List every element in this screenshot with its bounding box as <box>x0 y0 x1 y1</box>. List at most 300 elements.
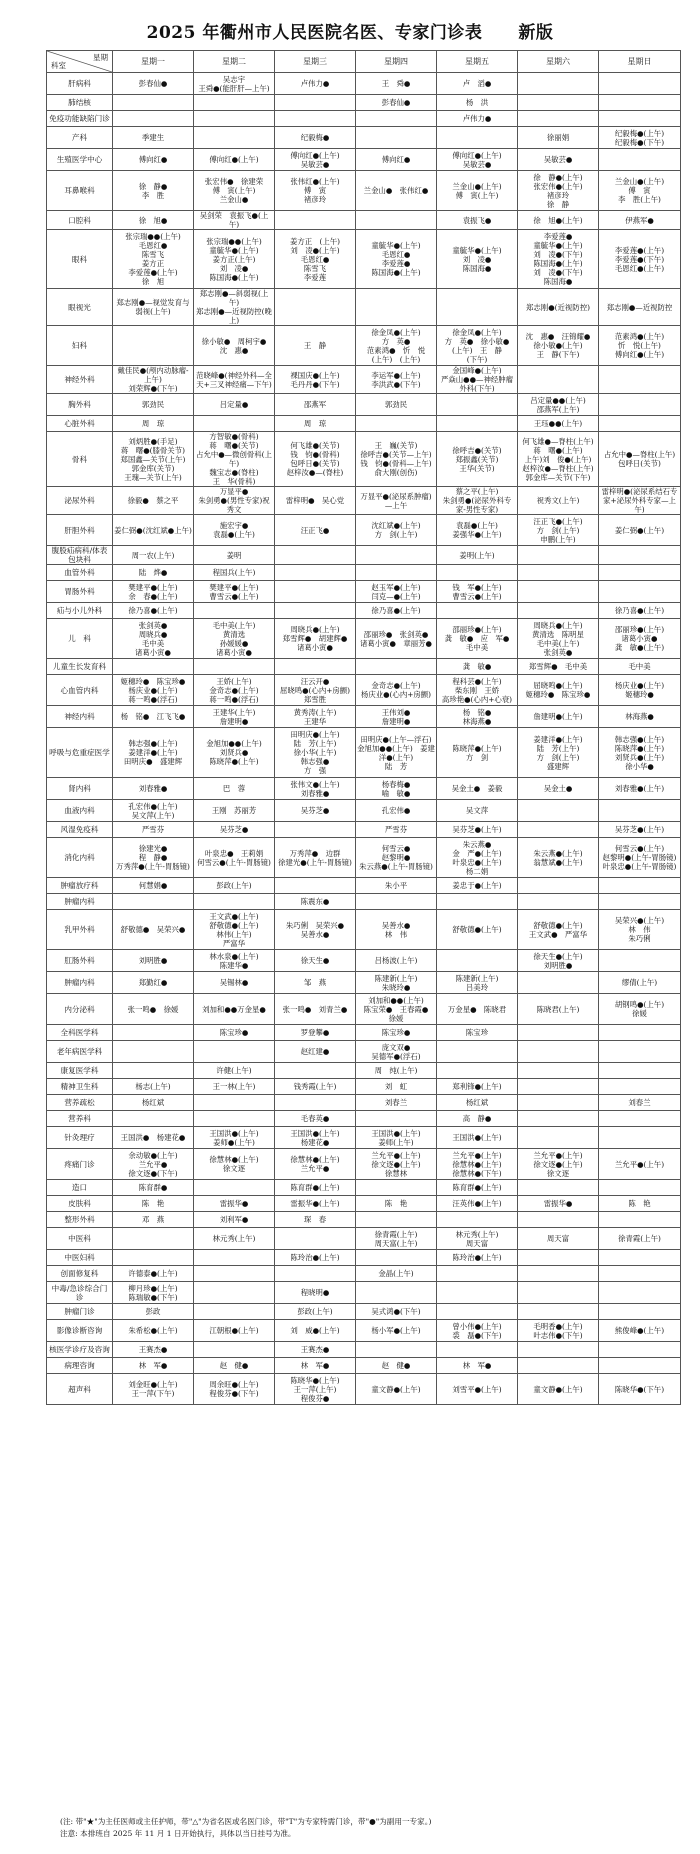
schedule-cell-tue: 金旭加●●(上午) 刘贤兵● 陈晓萍●(上午) <box>194 728 275 778</box>
schedule-cell-fri: 龚 敏● <box>437 659 518 675</box>
schedule-cell-wed: 徐慧林●(上午) 兰允平● <box>275 1149 356 1180</box>
schedule-cell-thu <box>356 659 437 675</box>
schedule-cell-tue <box>194 1095 275 1111</box>
schedule-cell-sat: 雷振华● <box>518 1196 599 1212</box>
schedule-cell-sat <box>518 1282 599 1304</box>
schedule-cell-sun <box>599 581 681 603</box>
schedule-cell-fri <box>437 565 518 581</box>
schedule-cell-sun <box>599 416 681 432</box>
schedule-cell-sat <box>518 546 599 565</box>
dept-name-cell: 肿瘤门诊 <box>47 1304 113 1320</box>
dept-name-cell: 中医科 <box>47 1228 113 1250</box>
footer-notes <box>60 1816 690 1840</box>
schedule-cell-fri: 舒敬德●(上午) <box>437 910 518 950</box>
schedule-cell-thu: 兰金山● 张伟红● <box>356 171 437 211</box>
schedule-cell-thu: 徐金凤●(上午) 方 英● 范素鸿● 忻 悦 (上午) (上午) <box>356 326 437 366</box>
schedule-cell-mon <box>113 1250 194 1266</box>
schedule-cell-wed: 汪正飞● <box>275 515 356 546</box>
schedule-cell-tue: 毛中美(上午) 黄清选 孙媛媛● 诸葛小寅● <box>194 619 275 659</box>
schedule-cell-mon: 舒敬德● 吴荣兴● <box>113 910 194 950</box>
schedule-cell-fri: 兰金山●(上午) 傅 寅(上午) <box>437 171 518 211</box>
schedule-cell-tue <box>194 659 275 675</box>
table-row <box>47 1079 681 1095</box>
schedule-cell-wed <box>275 878 356 894</box>
schedule-cell-tue: 王一林(上午) <box>194 1079 275 1095</box>
schedule-cell-wed: 姜方正 (上午) 刘 凌●(上午) 毛恩红● 陈雪飞 李爱莲 <box>275 230 356 289</box>
dept-name-cell: 超声科 <box>47 1374 113 1405</box>
schedule-cell-wed <box>275 581 356 603</box>
dept-name-cell: 中医妇科 <box>47 1250 113 1266</box>
schedule-cell-tue: 陈宝珍● <box>194 1025 275 1041</box>
schedule-cell-mon: 姬穗玲● 陈宝珍● 杨庆业●(上午) 蒋一鸣●(浮石) <box>113 675 194 706</box>
schedule-cell-sun <box>599 1250 681 1266</box>
table-row <box>47 603 681 619</box>
schedule-cell-thu <box>356 546 437 565</box>
schedule-cell-tue <box>194 111 275 127</box>
dept-name-cell: 风湿免疫科 <box>47 822 113 838</box>
schedule-cell-wed: 张一鸣● 刘青兰● <box>275 994 356 1025</box>
schedule-cell-wed <box>275 95 356 111</box>
schedule-cell-fri: 陈建新(上午) 吕美玲 <box>437 972 518 994</box>
schedule-cell-fri: 吴金土● 姜毅 <box>437 778 518 800</box>
schedule-cell-sun <box>599 1180 681 1196</box>
schedule-cell-wed: 裸国庆●(上午) 毛丹丹●(下午) <box>275 366 356 394</box>
schedule-cell-thu: 徐乃喜●(上午) <box>356 603 437 619</box>
day-header-sun: 星期日 <box>599 51 681 73</box>
schedule-cell-fri: 蔡之平(上午) 朱剑勇●(泌尿外科专家-男性专家) <box>437 487 518 515</box>
dept-name-cell: 妇科 <box>47 326 113 366</box>
schedule-cell-tue: 吴志宇 王舜●(能肝肝—上午) <box>194 73 275 95</box>
schedule-cell-wed: 陈育群●(上午) <box>275 1180 356 1196</box>
schedule-cell-mon <box>113 1025 194 1041</box>
schedule-cell-sat: 朱云燕●(上午) 翁慧斌●(上午) <box>518 838 599 878</box>
schedule-cell-wed <box>275 546 356 565</box>
schedule-cell-sun: 李爱莲●(上午) 李爱莲●(下午) 毛恩红●(上午) <box>599 230 681 289</box>
schedule-cell-sun: 毛中美 <box>599 659 681 675</box>
table-row <box>47 1111 681 1127</box>
schedule-cell-wed: 纪毅梅● <box>275 127 356 149</box>
schedule-cell-mon: 陈育群● <box>113 1180 194 1196</box>
schedule-cell-thu: 金晶(上午) <box>356 1266 437 1282</box>
schedule-cell-sun: 吴荣兴●(上午) 林 伟 朱巧俐 <box>599 910 681 950</box>
table-row <box>47 706 681 728</box>
schedule-cell-fri: 徐呼吉●(关节) 郑振鑫(关节) 王华(关节) <box>437 432 518 487</box>
schedule-cell-tue <box>194 1266 275 1282</box>
schedule-cell-thu: 严雪芬 <box>356 822 437 838</box>
schedule-cell-mon: 徐 静● 李 胜 <box>113 171 194 211</box>
schedule-cell-mon: 林 军● <box>113 1358 194 1374</box>
schedule-cell-wed: 彭政(上午) <box>275 1304 356 1320</box>
schedule-cell-wed: 黄秀涛(上午) 王建华 <box>275 706 356 728</box>
dept-name-cell: 免疫功能缺陷门诊 <box>47 111 113 127</box>
schedule-cell-sat <box>518 603 599 619</box>
schedule-cell-sat: 詹建明●(上午) <box>518 706 599 728</box>
schedule-cell-fri: 卢 滔● <box>437 73 518 95</box>
schedule-cell-fri <box>437 127 518 149</box>
schedule-cell-tue: 林元秀(上午) <box>194 1228 275 1250</box>
table-row <box>47 546 681 565</box>
page-title <box>0 18 700 43</box>
dept-name-cell: 病理咨询 <box>47 1358 113 1374</box>
schedule-cell-mon: 刘春雅● <box>113 778 194 800</box>
schedule-cell-thu: 童毓华●(上午) 毛恩红● 李爱莲● 陈国海●(上午) <box>356 230 437 289</box>
dept-name-cell: 呼吸与危重症医学 <box>47 728 113 778</box>
schedule-cell-fri <box>437 1342 518 1358</box>
schedule-cell-thu: 万显平●(泌尿系肿瘤)—上午 <box>356 487 437 515</box>
schedule-cell-sun: 姜仁弼●(上午) <box>599 515 681 546</box>
schedule-cell-tue <box>194 1041 275 1063</box>
table-row <box>47 1127 681 1149</box>
schedule-cell-thu: 吕杨波(上午) <box>356 950 437 972</box>
schedule-cell-thu: 沈红斌●(上午) 方 剑(上午) <box>356 515 437 546</box>
schedule-cell-mon <box>113 659 194 675</box>
dept-name-cell: 疼痛门诊 <box>47 1149 113 1180</box>
schedule-cell-tue <box>194 1342 275 1358</box>
schedule-cell-sat: 陈晓君(上午) <box>518 994 599 1025</box>
table-row <box>47 487 681 515</box>
schedule-cell-wed: 陈晓华●(上午) 王一萍(上午) 程俊芬● <box>275 1374 356 1405</box>
schedule-cell-sun <box>599 1111 681 1127</box>
dept-name-cell: 乳甲外科 <box>47 910 113 950</box>
schedule-cell-thu: 何雪云● 赵黎明● 朱云燕●(上午-胃肠镜) <box>356 838 437 878</box>
schedule-cell-mon: 刘金旺●(上午) 王一萍(下午) <box>113 1374 194 1405</box>
schedule-cell-mon: 戴佳民●(颅内动脉瘤-上午) 刘荣辉●(下午) <box>113 366 194 394</box>
schedule-cell-tue: 施宏宇● 袁磊●(上午) <box>194 515 275 546</box>
schedule-cell-wed <box>275 1063 356 1079</box>
schedule-cell-tue: 樊建平●(上午) 曹雪云●(上午) <box>194 581 275 603</box>
schedule-cell-wed: 周 琼 <box>275 416 356 432</box>
schedule-cell-sun <box>599 894 681 910</box>
schedule-cell-wed <box>275 111 356 127</box>
table-row <box>47 73 681 95</box>
schedule-cell-fri: 杨 洪 <box>437 95 518 111</box>
dept-name-cell: 腹股疝病科/体表包块科 <box>47 546 113 565</box>
schedule-cell-fri: 高 静● <box>437 1111 518 1127</box>
effective-date-note: 注意: 本排班自 2025 年 11 月 1 日开始执行，具体以当日挂号为准。 <box>60 1829 296 1838</box>
schedule-cell-mon <box>113 894 194 910</box>
schedule-cell-thu: 王伟刘● 詹建明● <box>356 706 437 728</box>
schedule-cell-sat: 姜建洋●(上午) 陆 芳(上午) 方 剑(上午) 盛建辉 <box>518 728 599 778</box>
table-row <box>47 1063 681 1079</box>
schedule-cell-sat: 汪正飞●(上午) 方 剑(上午) 申鹏(上午) <box>518 515 599 546</box>
schedule-cell-tue: 江朝根●(上午) <box>194 1320 275 1342</box>
schedule-cell-thu <box>356 1282 437 1304</box>
schedule-cell-mon: 张剑英● 周晓兵● 毛中美 诸葛小寅● <box>113 619 194 659</box>
table-row <box>47 994 681 1025</box>
schedule-cell-fri: 陈玲治●(上午) <box>437 1250 518 1266</box>
schedule-cell-tue: 程国兵(上午) <box>194 565 275 581</box>
schedule-cell-fri: 兰允平●(上午) 徐慧林●(上午) 徐慧林●(下午) <box>437 1149 518 1180</box>
schedule-cell-sun <box>599 1282 681 1304</box>
schedule-cell-sun: 兰允平●(上午) <box>599 1149 681 1180</box>
schedule-cell-sat <box>518 800 599 822</box>
schedule-cell-tue: 彭政(上午) <box>194 878 275 894</box>
table-row <box>47 838 681 878</box>
schedule-cell-tue: 雷振华● <box>194 1196 275 1212</box>
schedule-cell-wed: 朱巧俐 吴荣兴● 吴善水● <box>275 910 356 950</box>
schedule-cell-sun: 缪倩(上午) <box>599 972 681 994</box>
table-row <box>47 950 681 972</box>
dept-name-cell: 耳鼻喉科 <box>47 171 113 211</box>
schedule-cell-sun: 兰金山●(上午) 傅 寅 李 胜(上午) <box>599 171 681 211</box>
schedule-cell-wed: 陈玲治●(上午) <box>275 1250 356 1266</box>
schedule-cell-thu: 刘 虹 <box>356 1079 437 1095</box>
table-row <box>47 581 681 603</box>
schedule-cell-sun <box>599 1212 681 1228</box>
schedule-cell-mon: 徐建光● 程 静● 万秀萍●(上午-胃肠镜) <box>113 838 194 878</box>
schedule-cell-sun: 胡钢鸣●(上午) 徐媛 <box>599 994 681 1025</box>
schedule-cell-mon: 彭政 <box>113 1304 194 1320</box>
dept-name-cell: 全科医学科 <box>47 1025 113 1041</box>
schedule-cell-mon: 季建生 <box>113 127 194 149</box>
schedule-cell-sun <box>599 149 681 171</box>
schedule-cell-thu: 傅向红● <box>356 149 437 171</box>
schedule-cell-thu: 吴善水● 林 伟 <box>356 910 437 950</box>
table-row <box>47 675 681 706</box>
dept-name-cell: 肿瘤内科 <box>47 894 113 910</box>
schedule-cell-mon: 王国洪● 杨建花● <box>113 1127 194 1149</box>
schedule-cell-sun <box>599 73 681 95</box>
schedule-cell-sat: 吕定量●●(上午) 邵燕军(上午) <box>518 394 599 416</box>
table-row <box>47 1041 681 1063</box>
schedule-cell-sat: 徐 静●(上午) 张宏伟●(上午) 褚彦玲 徐 静 <box>518 171 599 211</box>
schedule-cell-sun: 郑志刚●—近视防控 <box>599 289 681 326</box>
schedule-cell-wed <box>275 211 356 230</box>
schedule-cell-fri: 姜明(上午) <box>437 546 518 565</box>
table-row <box>47 1320 681 1342</box>
dept-label: 科室 <box>51 61 66 70</box>
schedule-cell-sun <box>599 1041 681 1063</box>
table-row <box>47 1149 681 1180</box>
schedule-cell-sat: 吴敏芸● <box>518 149 599 171</box>
schedule-cell-sun: 韩志强●(上午) 陈晓萍●(上午) 刘贤兵●(上午) 徐小华● <box>599 728 681 778</box>
day-header-wed: 星期三 <box>275 51 356 73</box>
schedule-cell-mon <box>113 95 194 111</box>
schedule-cell-thu: 王 巍(关节) 徐呼吉●(关节—上午) 钱 钧●(骨科—上午) 俞大刚(创伤) <box>356 432 437 487</box>
schedule-cell-mon: 邓 燕 <box>113 1212 194 1228</box>
dept-name-cell: 胃肠外科 <box>47 581 113 603</box>
schedule-cell-fri: 姜忠于●(上午) <box>437 878 518 894</box>
schedule-cell-thu: 孔宏伟● <box>356 800 437 822</box>
schedule-cell-fri: 卢伟力● <box>437 111 518 127</box>
schedule-cell-mon: 严雪芬 <box>113 822 194 838</box>
schedule-cell-wed <box>275 603 356 619</box>
schedule-cell-fri: 徐金凤●(上午) 方 英● 徐小敏● (上午) 王 静 (下午) <box>437 326 518 366</box>
schedule-cell-mon <box>113 111 194 127</box>
table-row <box>47 728 681 778</box>
schedule-cell-sat <box>518 894 599 910</box>
schedule-cell-sun <box>599 800 681 822</box>
schedule-cell-wed: 邵燕军 <box>275 394 356 416</box>
schedule-cell-thu: 郭劲民 <box>356 394 437 416</box>
schedule-cell-sat <box>518 366 599 394</box>
schedule-cell-sun <box>599 1025 681 1041</box>
schedule-cell-mon: 彭春仙● <box>113 73 194 95</box>
schedule-cell-mon: 陈 艳 <box>113 1196 194 1212</box>
schedule-cell-mon: 杨志(上午) <box>113 1079 194 1095</box>
schedule-cell-thu: 田明庆●(上午—浮石)金旭加●●(上午) 姜建洋●(上午) 陆 芳 <box>356 728 437 778</box>
schedule-cell-mon: 姜仁弼●(沈红斌●上午) <box>113 515 194 546</box>
dept-name-cell: 生殖医学中心 <box>47 149 113 171</box>
header-row <box>47 51 681 73</box>
schedule-cell-sun: 徐青霞(上午) <box>599 1228 681 1250</box>
schedule-cell-tue: 赵 健● <box>194 1358 275 1374</box>
schedule-cell-tue: 吴剑荣 袁振飞●(上午) <box>194 211 275 230</box>
schedule-cell-sun <box>599 950 681 972</box>
schedule-cell-fri <box>437 950 518 972</box>
schedule-cell-sat <box>518 1063 599 1079</box>
schedule-cell-tue <box>194 1250 275 1266</box>
schedule-cell-tue <box>194 416 275 432</box>
dept-name-cell: 肝病科 <box>47 73 113 95</box>
schedule-cell-wed: 雷梓明● 吴心党 <box>275 487 356 515</box>
table-row <box>47 127 681 149</box>
schedule-cell-fri: 金国峰●(上午) 严焱山●●—神经肿瘤外科(下午) <box>437 366 518 394</box>
schedule-cell-wed <box>275 289 356 326</box>
version-label: 新版 <box>518 23 554 43</box>
schedule-cell-tue <box>194 1111 275 1127</box>
table-row <box>47 822 681 838</box>
schedule-cell-tue: 张宏伟● 徐建荣 傅 寅(上午) 兰金山● <box>194 171 275 211</box>
schedule-cell-sat <box>518 1266 599 1282</box>
schedule-cell-thu <box>356 1111 437 1127</box>
schedule-cell-thu: 邵丽珍● 张剑英● 诸葛小寅● 章丽芳● <box>356 619 437 659</box>
schedule-cell-sun: 陈晓华●(下午) <box>599 1374 681 1405</box>
day-header-mon: 星期一 <box>113 51 194 73</box>
schedule-cell-sun: 刘春兰 <box>599 1095 681 1111</box>
schedule-cell-thu <box>356 565 437 581</box>
dept-name-cell: 针灸理疗 <box>47 1127 113 1149</box>
schedule-cell-tue: 林水泉●(上午) 陈建华● <box>194 950 275 972</box>
schedule-cell-sun <box>599 95 681 111</box>
schedule-cell-mon: 徐 旭● <box>113 211 194 230</box>
dept-name-cell: 内分泌科 <box>47 994 113 1025</box>
schedule-cell-thu: 赵玉军●(上午) 闫克—●(上午) <box>356 581 437 603</box>
schedule-cell-sun: 占允中●—脊柱(上午) 包呼日(关节) <box>599 432 681 487</box>
schedule-cell-tue: 傅向红●(上午) <box>194 149 275 171</box>
schedule-cell-sat: 屈晓鸣●(上午) 姬穗玲● 陈宝珍● <box>518 675 599 706</box>
schedule-cell-fri: 曾小伟●(上午) 裘 磊●(下午) <box>437 1320 518 1342</box>
schedule-cell-thu: 刘春兰 <box>356 1095 437 1111</box>
table-row <box>47 416 681 432</box>
schedule-cell-thu <box>356 127 437 149</box>
table-row <box>47 778 681 800</box>
schedule-cell-wed: 钱秀霞(上午) <box>275 1079 356 1095</box>
table-row <box>47 1095 681 1111</box>
table-row <box>47 171 681 211</box>
schedule-cell-sat <box>518 878 599 894</box>
schedule-cell-tue: 周余旺●(上午) 程俊芬●(下午) <box>194 1374 275 1405</box>
schedule-cell-wed <box>275 1266 356 1282</box>
schedule-cell-fri: 杨 铭● 林海燕● <box>437 706 518 728</box>
schedule-cell-mon: 王赛杰● <box>113 1342 194 1358</box>
schedule-cell-thu: 童文静●(上午) <box>356 1374 437 1405</box>
schedule-cell-mon: 陆 烨● <box>113 565 194 581</box>
table-row <box>47 1282 681 1304</box>
schedule-cell-sun: 林海燕● <box>599 706 681 728</box>
schedule-cell-sun <box>599 111 681 127</box>
schedule-cell-tue: 王国洪●(上午) 姜师●(上午) <box>194 1127 275 1149</box>
table-row <box>47 1196 681 1212</box>
schedule-cell-sat <box>518 1111 599 1127</box>
schedule-cell-thu <box>356 289 437 326</box>
schedule-cell-sat <box>518 972 599 994</box>
schedule-cell-mon <box>113 1111 194 1127</box>
schedule-cell-sun: 雷梓明●(泌尿系结石专家+泌尿外科专家—上午) <box>599 487 681 515</box>
dept-name-cell: 肝胆外科 <box>47 515 113 546</box>
schedule-cell-thu <box>356 1180 437 1196</box>
schedule-cell-thu: 吴式鸿●(下午) <box>356 1304 437 1320</box>
schedule-cell-tue <box>194 603 275 619</box>
schedule-cell-fri: 郑利锋●(上午) <box>437 1079 518 1095</box>
schedule-cell-wed: 王赛杰● <box>275 1342 356 1358</box>
schedule-cell-wed <box>275 659 356 675</box>
schedule-cell-thu: 朱小平 <box>356 878 437 894</box>
schedule-cell-fri <box>437 1282 518 1304</box>
schedule-cell-sun <box>599 546 681 565</box>
schedule-cell-wed: 刘 威●(上午) <box>275 1320 356 1342</box>
weekday-label: 星期 <box>93 53 108 62</box>
dept-name-cell: 肾内科 <box>47 778 113 800</box>
schedule-cell-fri: 万金星● 陈晓君 <box>437 994 518 1025</box>
schedule-cell-fri: 朱云燕● 金 严●(上午) 叶泉忠●(上午) 杨二娟 <box>437 838 518 878</box>
table-row <box>47 910 681 950</box>
schedule-cell-tue <box>194 95 275 111</box>
schedule-cell-wed: 邹 燕 <box>275 972 356 994</box>
schedule-cell-wed: 雷振华●(上午) <box>275 1196 356 1212</box>
dept-name-cell: 儿童生长发育科 <box>47 659 113 675</box>
schedule-cell-sat <box>518 1304 599 1320</box>
schedule-cell-tue: 刘加和●●万金星● <box>194 994 275 1025</box>
title-text: 2025 年衢州市人民医院名医、专家门诊表 <box>146 23 483 43</box>
schedule-cell-wed: 傅向红●(上午) 吴敏芸● <box>275 149 356 171</box>
dept-name-cell: 精神卫生科 <box>47 1079 113 1095</box>
schedule-cell-mon: 徐毅● 蔡之平 <box>113 487 194 515</box>
schedule-cell-thu: 王 舜● <box>356 73 437 95</box>
schedule-cell-mon: 刘明胜● <box>113 950 194 972</box>
schedule-cell-mon: 徐乃喜●(上午) <box>113 603 194 619</box>
schedule-cell-fri: 程科芸●(上午) 柴东刚 王娇 高珍艳●(心内+心衰) <box>437 675 518 706</box>
schedule-cell-tue: 姜明 <box>194 546 275 565</box>
clinic-schedule-table <box>46 50 681 1405</box>
schedule-cell-fri <box>437 1304 518 1320</box>
dept-name-cell: 康复医学科 <box>47 1063 113 1079</box>
schedule-cell-sun: 杨庆业●(上午) 姬穗玲● <box>599 675 681 706</box>
schedule-cell-fri: 王国洪●(上午) <box>437 1127 518 1149</box>
schedule-cell-wed: 何飞雄●(关节) 钱 钧●(骨科) 包呼日●(关节) 赵梓汝●—(脊柱) <box>275 432 356 487</box>
schedule-cell-tue: 张宗瑞●●(上午) 童毓华●(上午) 姜方正(上午) 刘 凌● 陈国海●(上午) <box>194 230 275 289</box>
table-row <box>47 800 681 822</box>
schedule-cell-sat <box>518 822 599 838</box>
schedule-cell-tue <box>194 127 275 149</box>
schedule-cell-tue <box>194 1180 275 1196</box>
table-row <box>47 95 681 111</box>
schedule-cell-wed: 卢伟力● <box>275 73 356 95</box>
schedule-cell-fri <box>437 1063 518 1079</box>
schedule-cell-fri: 林 军● <box>437 1358 518 1374</box>
schedule-cell-sun: 徐乃喜●(上午) <box>599 603 681 619</box>
dept-name-cell: 心脏外科 <box>47 416 113 432</box>
schedule-cell-sat <box>518 73 599 95</box>
table-row <box>47 230 681 289</box>
schedule-cell-sun <box>599 1358 681 1374</box>
table-row <box>47 972 681 994</box>
schedule-cell-thu: 刘加和●●(上午) 陈宝荣● 王春霞● 徐媛 <box>356 994 437 1025</box>
schedule-cell-tue: 巴 蓉 <box>194 778 275 800</box>
table-row <box>47 366 681 394</box>
schedule-cell-sat <box>518 1025 599 1041</box>
schedule-cell-wed: 张伟红●(上午) 傅 寅 褚彦玲 <box>275 171 356 211</box>
